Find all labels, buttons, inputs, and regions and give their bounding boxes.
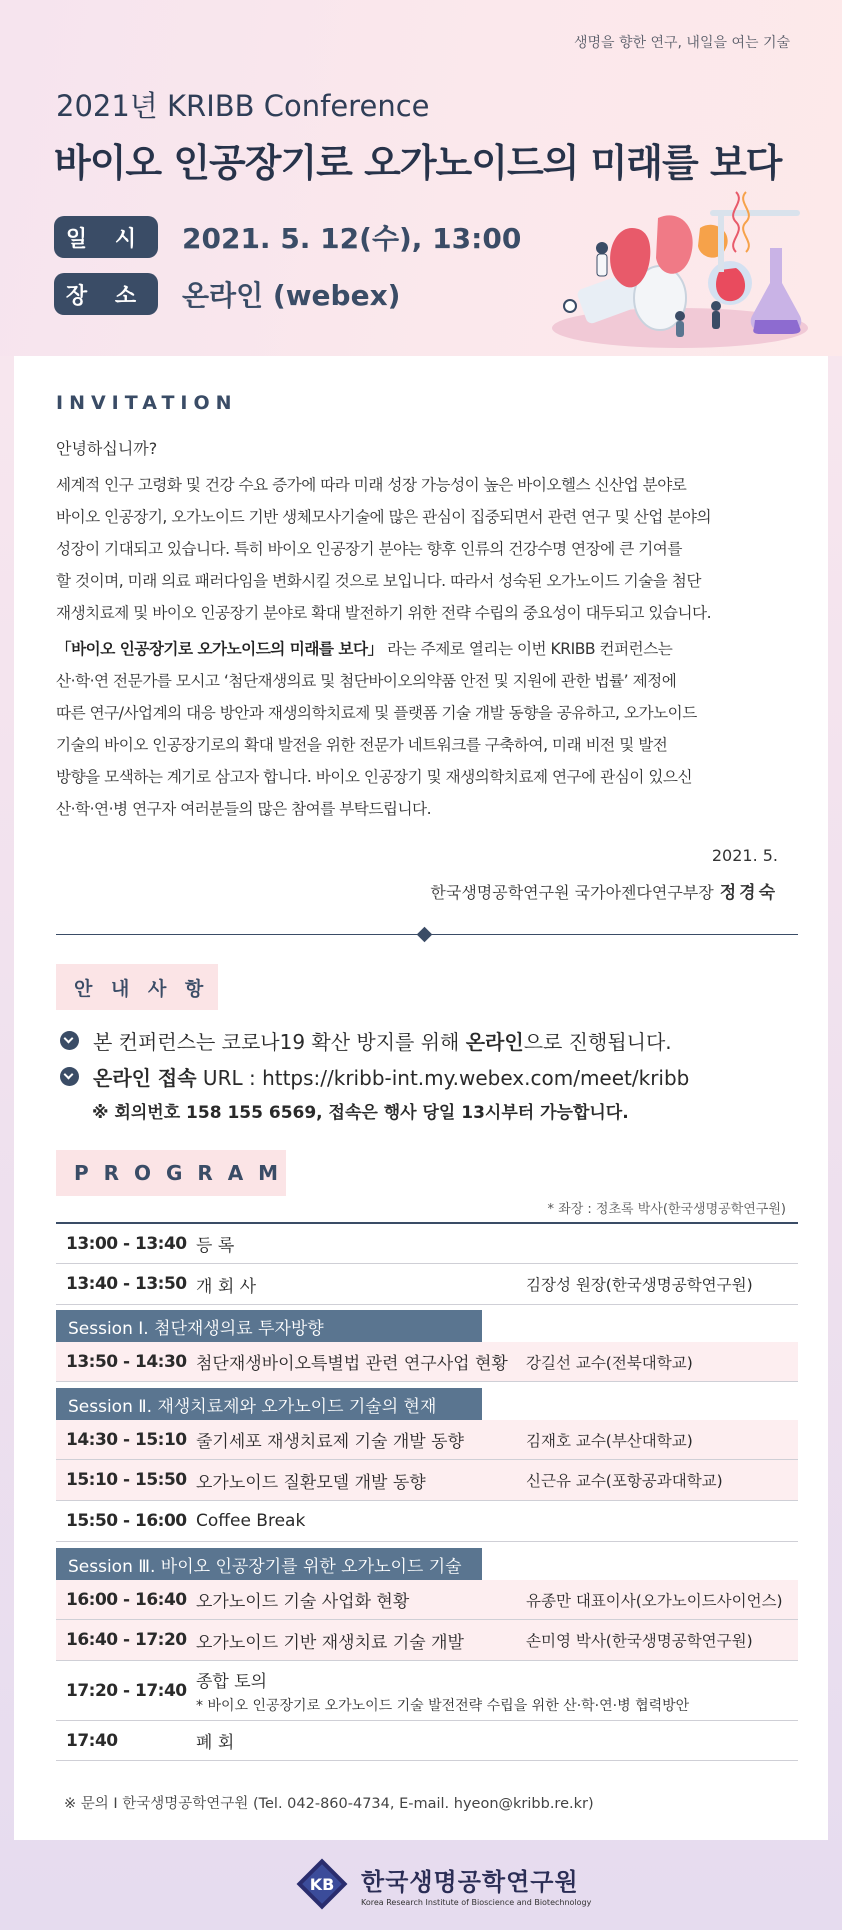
row-time: 13:40 - 13:50 bbox=[66, 1274, 187, 1294]
row-speaker: 김장성 원장(한국생명공학연구원) bbox=[526, 1276, 753, 1294]
paragraph-line: 따른 연구/사업계의 대응 방안과 재생의학치료제 및 플랫폼 기술 개발 동향을 공유하고, 오가노이드 bbox=[56, 704, 697, 722]
row-title: 줄기세포 재생치료제 기술 개발 동향 bbox=[196, 1432, 464, 1452]
webex-url-link[interactable]: URL : https://kribb-int.my.webex.com/meet/kribb bbox=[196, 1066, 690, 1090]
paragraph-line: 방향을 모색하는 계기로 삼고자 합니다. 바이오 인공장기 및 재생의학치료제 연구에 관심이 있으신 bbox=[56, 768, 693, 786]
row-title: Coffee Break bbox=[196, 1511, 306, 1531]
table-row bbox=[56, 1264, 798, 1305]
paragraph-line: 기술의 바이오 인공장기로의 확대 발전을 위한 전문가 네트워크를 구축하여, 미래 비전 및 발전 bbox=[56, 736, 668, 754]
row-time: 17:20 - 17:40 bbox=[66, 1680, 187, 1701]
notice-text bbox=[93, 1062, 689, 1091]
table-row bbox=[56, 1224, 798, 1264]
row-time: 16:00 - 16:40 bbox=[66, 1589, 187, 1610]
notice-text-bold: 온라인 bbox=[465, 1030, 524, 1054]
row-title: 등 록 bbox=[196, 1236, 235, 1256]
page-title: 바이오 인공장기로 오가노이드의 미래를 보다 bbox=[54, 141, 782, 185]
place-row bbox=[54, 273, 400, 315]
row-speaker: 손미영 박사(한국생명공학연구원) bbox=[526, 1632, 753, 1650]
slogan: 생명을 향한 연구, 내일을 여는 기술 bbox=[573, 35, 790, 51]
row-title: 폐 회 bbox=[196, 1733, 235, 1753]
paragraph-line: 산·학·연 전문가를 모시고 ‘첨단재생의료 및 첨단바이오의약품 안전 및 지원에 관한 법률’ 제정에 bbox=[56, 672, 677, 690]
table-row bbox=[56, 1460, 798, 1501]
greeting: 안녕하십니까? bbox=[56, 439, 158, 458]
row-title: 개 회 사 bbox=[196, 1276, 257, 1297]
header-banner bbox=[0, 0, 842, 356]
notice-text-bold: 온라인 접속 bbox=[93, 1066, 197, 1090]
notice-title: 안 내 사 항 bbox=[56, 964, 218, 1010]
session-header: Session Ⅱ. 재생치료제와 오가노이드 기술의 현재 bbox=[56, 1388, 482, 1420]
session-header: Session Ⅲ. 바이오 인공장기를 위한 오가노이드 기술 bbox=[56, 1548, 482, 1580]
paragraph-line bbox=[56, 633, 792, 665]
paragraph-line: 할 것이며, 미래 의료 패러다임을 변화시킬 것으로 보입니다. 따라서 성숙된 오가노이드 기술을 첨단 bbox=[56, 572, 701, 590]
row-time: 16:40 - 17:20 bbox=[66, 1630, 187, 1650]
signature-name: 정경숙 bbox=[719, 883, 778, 903]
paragraph-text: 라는 주제로 열리는 이번 KRIBB 컨퍼런스는 bbox=[382, 640, 673, 658]
notice-text-part: 으로 진행됩니다. bbox=[523, 1030, 672, 1054]
row-title: 오가노이드 기반 재생치료 기술 개발 bbox=[196, 1632, 464, 1653]
date-value: 2021. 5. 12(수), 13:00 bbox=[182, 222, 522, 255]
row-title: 첨단재생바이오특별법 관련 연구사업 현황 bbox=[196, 1354, 508, 1374]
paragraph-line: 산·학·연·병 연구자 여러분들의 많은 참여를 부탁드립니다. bbox=[56, 800, 432, 818]
table-row bbox=[56, 1620, 798, 1661]
notice-item-url bbox=[60, 1062, 689, 1091]
table-row bbox=[56, 1580, 798, 1620]
invitation-title: INVITATION bbox=[56, 392, 238, 414]
row-speaker: 유종만 대표이사(오가노이드사이언스) bbox=[526, 1591, 783, 1610]
table-row bbox=[56, 1342, 798, 1382]
row-time: 15:50 - 16:00 bbox=[66, 1511, 187, 1531]
kribb-logo bbox=[293, 1855, 591, 1913]
invitation-paragraph-1 bbox=[56, 469, 792, 629]
content-card bbox=[14, 356, 828, 1840]
contact-info: ※ 문의 I 한국생명공학연구원 (Tel. 042-860-4734, E-mail. hyeon@kribb.re.kr) bbox=[64, 1796, 594, 1812]
notice-item-online bbox=[60, 1026, 672, 1055]
notice-text-part: 본 컨퍼런스는 코로나19 확산 방지를 위해 bbox=[93, 1030, 466, 1054]
bio-organ-illustration-icon bbox=[540, 188, 810, 353]
paragraph-line: 바이오 인공장기, 오가노이드 기반 생체모사기술에 많은 관심이 집중되면서 관련 연구 및 산업 분야의 bbox=[56, 508, 712, 526]
row-time: 15:10 - 15:50 bbox=[66, 1470, 187, 1490]
program-table bbox=[56, 1222, 798, 1782]
row-title: 오가노이드 질환모델 개발 동향 bbox=[196, 1472, 426, 1493]
row-time: 13:00 - 13:40 bbox=[66, 1233, 187, 1254]
chevron-down-icon bbox=[60, 1031, 79, 1050]
table-row bbox=[56, 1661, 798, 1721]
diamond-icon bbox=[417, 927, 433, 943]
row-time: 13:50 - 14:30 bbox=[66, 1351, 187, 1372]
meeting-number-note: ※ 회의번호 158 155 6569, 접속은 행사 당일 13시부터 가능합니다. bbox=[92, 1103, 629, 1123]
paragraph-line: 성장이 기대되고 있습니다. 특히 바이오 인공장기 분야는 향후 인류의 건강수명 연장에 큰 기여를 bbox=[56, 540, 682, 558]
program-title: P R O G R A M bbox=[56, 1150, 286, 1196]
org-name-english: Korea Research Institute of Bioscience and Biotechnology bbox=[361, 1897, 592, 1907]
row-title-block bbox=[196, 1667, 798, 1715]
conference-year: 2021년 KRIBB Conference bbox=[56, 89, 430, 123]
paragraph-line: 세계적 인구 고령화 및 건강 수요 증가에 따라 미래 성장 가능성이 높은 바이오헬스 신산업 분야로 bbox=[56, 476, 687, 494]
table-row bbox=[56, 1501, 798, 1542]
invitation-paragraph-2 bbox=[56, 633, 792, 825]
place-label: 장 소 bbox=[54, 273, 158, 315]
signature-org: 한국생명공학연구원 국가아젠다연구부장 bbox=[430, 883, 714, 902]
org-name-korean: 한국생명공학연구원 bbox=[361, 1867, 579, 1896]
notice-text bbox=[93, 1026, 672, 1055]
chevron-down-icon bbox=[60, 1067, 79, 1086]
date-row bbox=[54, 216, 521, 258]
logo-mark: KB bbox=[309, 1875, 335, 1894]
date-label: 일 시 bbox=[54, 216, 158, 258]
row-speaker: 김재호 교수(부산대학교) bbox=[526, 1431, 693, 1450]
row-speaker: 신근유 교수(포항공과대학교) bbox=[526, 1472, 723, 1490]
signature bbox=[430, 878, 778, 903]
row-time: 14:30 - 15:10 bbox=[66, 1429, 187, 1450]
row-subtitle: * 바이오 인공장기로 오가노이드 기술 발전전략 수립을 위한 산·학·연·병 협력방안 bbox=[196, 1697, 690, 1714]
place-value: 온라인 (webex) bbox=[182, 279, 401, 312]
row-speaker: 강길선 교수(전북대학교) bbox=[526, 1353, 693, 1372]
row-title: 종합 토의 bbox=[196, 1671, 268, 1692]
table-row bbox=[56, 1420, 798, 1460]
row-time: 17:40 bbox=[66, 1730, 118, 1751]
table-row bbox=[56, 1721, 798, 1761]
kribb-logo-icon bbox=[293, 1855, 351, 1913]
paragraph-line: 재생치료제 및 바이오 인공장기 분야로 확대 발전하기 위한 전략 수립의 중요성이 대두되고 있습니다. bbox=[56, 604, 712, 622]
chair-note: * 좌장 : 정초록 박사(한국생명공학연구원) bbox=[547, 1202, 786, 1217]
signature-date: 2021. 5. bbox=[711, 846, 778, 865]
session-header: Session Ⅰ. 첨단재생의료 투자방향 bbox=[56, 1310, 482, 1342]
conference-theme: 「바이오 인공장기로 오가노이드의 미래를 보다」 bbox=[56, 640, 383, 658]
footer-text bbox=[361, 1862, 591, 1907]
row-title: 오가노이드 기술 사업화 현황 bbox=[196, 1592, 410, 1612]
